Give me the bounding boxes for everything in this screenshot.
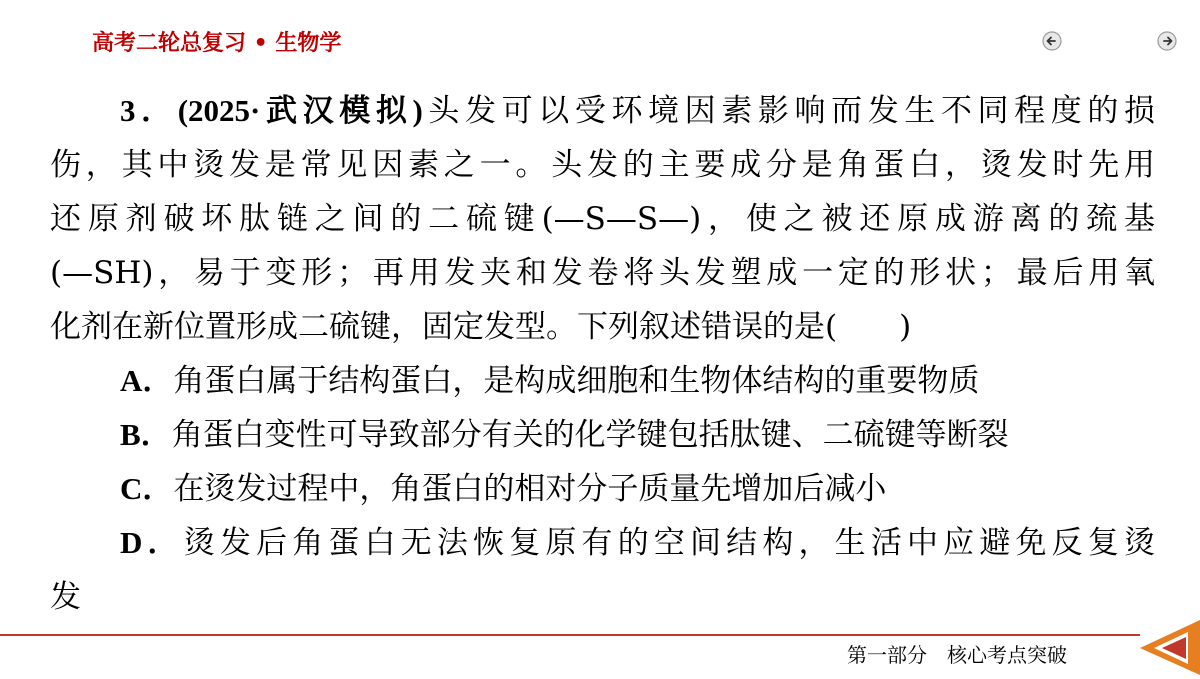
question-stem-line-4: (—SH)，易于变形；再用发夹和发卷将头发塑成一定的形状；最后用氧 (50, 255, 1155, 291)
option-a[interactable] (50, 354, 1155, 408)
question-stem-line-3: 还原剂破坏肽链之间的二硫键(—S—S—)，使之被还原成游离的巯基 (50, 201, 1155, 237)
option-d[interactable] (50, 516, 1155, 570)
forward-arrow-icon[interactable] (1156, 30, 1178, 52)
footer-arrow-icon[interactable] (1136, 620, 1200, 675)
question-block (50, 84, 1155, 624)
option-text: 角蛋白变性可导致部分有关的化学键包括肽键、二硫键等断裂 (171, 417, 1009, 453)
option-d-continuation: 发 (50, 579, 81, 615)
header-title: 高考二轮总复习 • 生物学 (92, 31, 342, 56)
back-arrow-icon[interactable] (1041, 30, 1063, 52)
question-source: (2025·武汉模拟) (177, 93, 423, 128)
footer-section-label: 第一部分 核心考点突破 (847, 643, 1067, 667)
option-letter: A． (120, 363, 174, 398)
option-text: 在烫发过程中，角蛋白的相对分子质量先增加后减小 (173, 471, 887, 507)
option-letter: C． (120, 471, 174, 506)
question-number: 3． (120, 93, 178, 128)
option-letter: D． (120, 525, 184, 560)
question-stem-line-5: 化剂在新位置形成二硫键，固定发型。下列叙述错误的是( ) (50, 309, 912, 345)
option-text: 角蛋白属于结构蛋白，是构成细胞和生物体结构的重要物质 (173, 363, 980, 399)
option-text: 烫发后角蛋白无法恢复原有的空间结构，生活中应避免反复烫 (183, 525, 1155, 561)
option-letter: B． (120, 417, 172, 452)
option-b[interactable] (50, 408, 1155, 462)
question-stem-line-2: 伤，其中烫发是常见因素之一。头发的主要成分是角蛋白，烫发时先用 (50, 147, 1155, 183)
option-c[interactable] (50, 462, 1155, 516)
footer-divider (0, 634, 1140, 636)
question-stem-line-1 (50, 84, 1155, 138)
question-stem-text: 头发可以受环境因素影响而发生不同程度的损 (422, 93, 1156, 129)
